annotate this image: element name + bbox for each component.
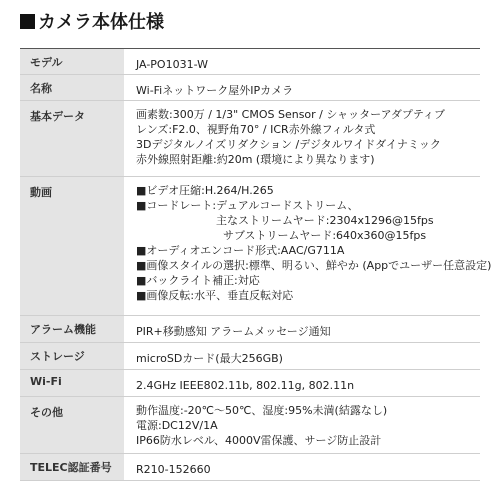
spec-label: 基本データ bbox=[20, 101, 124, 176]
spec-value-line: サブストリームヤード:640x360@15fps bbox=[223, 229, 427, 242]
spec-value-line: 電源:DC12V/1A bbox=[136, 419, 218, 432]
spec-value-line: レンズ:F2.0、視野角70° / ICR赤外線フィルタ式 bbox=[136, 123, 376, 136]
spec-value-line: 主なストリームヤード:2304x1296@15fps bbox=[216, 214, 434, 227]
spec-value bbox=[124, 316, 480, 342]
spec-value bbox=[124, 49, 480, 74]
spec-label: 動画 bbox=[20, 177, 124, 315]
spec-row-other bbox=[20, 397, 480, 454]
spec-row-name bbox=[20, 75, 480, 101]
spec-label: ストレージ bbox=[20, 343, 124, 369]
spec-table bbox=[20, 48, 492, 481]
spec-value-line: 動作温度:-20℃～50℃、湿度:95%未満(結露なし) bbox=[136, 404, 388, 417]
spec-value-line: Wi-Fiネットワーク屋外IPカメラ bbox=[136, 83, 294, 97]
spec-label: その他 bbox=[20, 397, 124, 453]
spec-value-line: PIR+移動感知 アラームメッセージ通知 bbox=[136, 325, 331, 338]
spec-row-storage bbox=[20, 343, 480, 370]
spec-value-line: ■オーディオエンコード形式:AAC/G711A bbox=[136, 244, 345, 257]
spec-value-line: 2.4GHz IEEE802.11b, 802.11g, 802.11n bbox=[136, 379, 355, 392]
spec-label: モデル bbox=[20, 49, 124, 74]
spec-row-telec bbox=[20, 454, 480, 481]
spec-value-line: microSDカード(最大256GB) bbox=[136, 352, 283, 365]
spec-row-model bbox=[20, 49, 480, 75]
spec-value-line: IP66防水レベル、4000V雷保護、サージ防止設計 bbox=[136, 434, 382, 447]
spec-value-line: ■バックライト補正:対応 bbox=[136, 274, 260, 287]
spec-value bbox=[124, 454, 480, 480]
spec-label: TELEC認証番号 bbox=[20, 454, 124, 480]
spec-row-video bbox=[20, 177, 492, 316]
spec-label: アラーム機能 bbox=[20, 316, 124, 342]
spec-value bbox=[124, 75, 480, 100]
section-title bbox=[20, 6, 164, 36]
spec-row-basic-data bbox=[20, 101, 480, 177]
spec-value bbox=[124, 343, 480, 369]
spec-value-line: JA-PO1031-W bbox=[136, 57, 208, 71]
spec-value-line: 3Dデジタルノイズリダクション /デジタルワイドダイナミック bbox=[136, 138, 441, 151]
spec-value-line: ■ビデオ圧縮:H.264/H.265 bbox=[136, 184, 274, 197]
spec-value bbox=[124, 177, 491, 315]
spec-value-line: 画素数:300万 / 1/3" CMOS Sensor / シャッターアダプティブ bbox=[136, 108, 445, 121]
spec-value-line: 赤外線照射距離:約20m (環境により異なります) bbox=[136, 153, 375, 166]
spec-value bbox=[124, 397, 480, 453]
spec-value bbox=[124, 370, 480, 396]
spec-value-line: ■画像反転:水平、垂直反転対応 bbox=[136, 289, 294, 302]
spec-label: Wi-Fi bbox=[20, 370, 124, 396]
title-text: カメラ本体仕様 bbox=[38, 12, 164, 33]
spec-row-wifi bbox=[20, 370, 480, 397]
title-square-marker bbox=[20, 14, 35, 29]
spec-value-line: ■コードレート:デュアルコードストリーム、 bbox=[136, 199, 359, 212]
spec-row-alarm bbox=[20, 316, 480, 343]
spec-value-line: R210-152660 bbox=[136, 463, 211, 476]
spec-value-line: ■画像スタイルの選択:標準、明るい、鮮やか (Appでユーザー任意設定) bbox=[136, 259, 492, 272]
spec-label: 名称 bbox=[20, 75, 124, 100]
spec-value bbox=[124, 101, 480, 176]
